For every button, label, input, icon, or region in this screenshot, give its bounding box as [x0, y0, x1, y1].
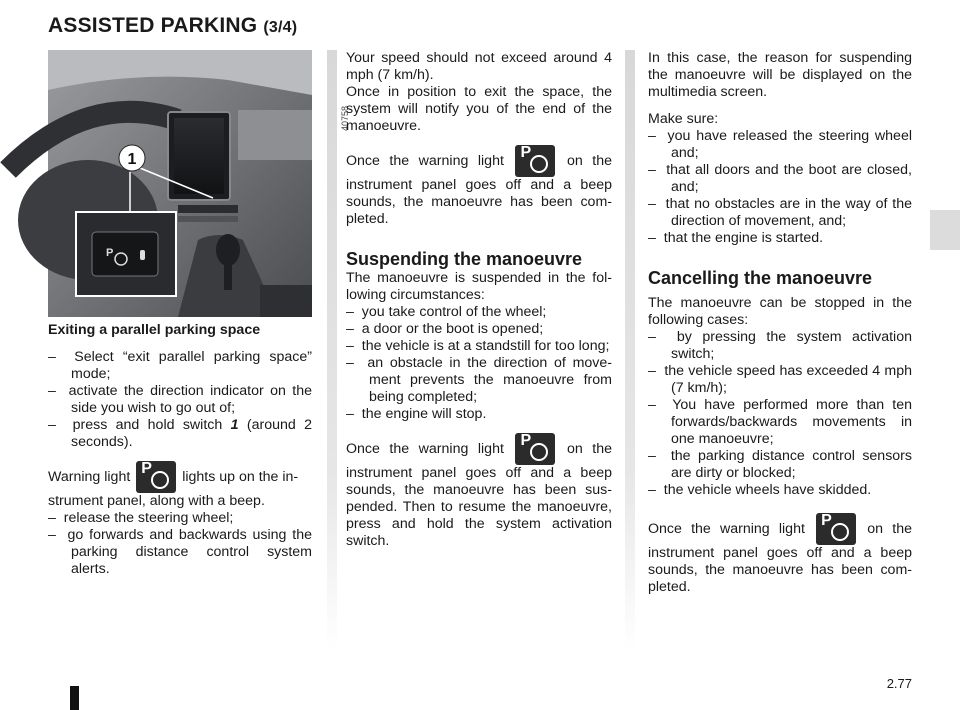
list-item: – you take control of the wheel; [346, 304, 612, 321]
column-1 [48, 322, 312, 588]
list-item: – the vehicle speed has exceeded 4 mph (7 km/h); [648, 363, 912, 397]
parking-warning-light-icon [816, 513, 856, 545]
list-item: – activate the direction indicator on the side you wish to go out of; [48, 383, 312, 417]
list-after-warning [48, 510, 312, 578]
list-item: – Select “exit parallel parking space” mode; [48, 349, 312, 383]
list-item: – that the engine is started. [648, 230, 912, 247]
text: on the instrument panel goes off and a beep sounds, the manoeuvre has been completed. [346, 152, 612, 227]
chapter-tab [930, 210, 960, 250]
column-divider-1 [327, 50, 337, 650]
text: on the instrument panel goes off and a beep sounds, the manoeuvre has been suspended. Then to resume the manoeuvre, press and hold the system activation switch. [346, 440, 612, 549]
list-item: – that all doors and the boot are closed, and; [648, 162, 912, 196]
text: Once the warning light [648, 520, 805, 537]
list-item: – the engine will stop. [346, 406, 612, 423]
paragraph: Once in position to exit the space, the system will notify you of the end of the manoeuvre. [346, 84, 612, 134]
parking-warning-light-icon [515, 145, 555, 177]
switch-led [140, 250, 145, 260]
parking-warning-light-icon [515, 433, 555, 465]
dashboard-illustration [48, 50, 312, 317]
column-2 [346, 50, 612, 560]
list-item: – an obstacle in the direction of movement prevents the manoeuvre from being completed; [346, 355, 612, 406]
dashboard-photo [48, 50, 350, 317]
column-divider-2 [625, 50, 635, 650]
list-item: – the vehicle is at a standstill for too long; [346, 338, 612, 355]
list-item: – the parking distance control sensors are dirty or blocked; [648, 448, 912, 482]
warning-paragraph [346, 433, 612, 550]
column-3 [648, 50, 912, 606]
list-exit-steps [48, 349, 312, 451]
text: lights up on the instrument panel, along with a beep. [48, 468, 299, 509]
warning-paragraph [48, 461, 312, 510]
parking-warning-light-icon [136, 461, 176, 493]
warning-paragraph [648, 513, 912, 596]
list-item [48, 417, 312, 451]
paragraph: In this case, the reason for suspending the manoeuvre will be displayed on the multimedia screen. [648, 50, 912, 100]
page-title [48, 14, 297, 38]
paragraph: The manoeuvre is suspended in the following circumstances: [346, 270, 612, 303]
callout-number: 1 [127, 151, 137, 168]
switch-p-glyph: P [106, 247, 114, 259]
section-heading-exiting: Exiting a parallel parking space [48, 322, 261, 338]
list-item-text: press and hold switch [72, 417, 231, 433]
title-part-indicator: (3/4) [263, 19, 298, 36]
paragraph: Your speed should not exceed around 4 mph (7 km/h). [346, 50, 612, 83]
list-item: – go forwards and backwards using the parking distance control system alerts. [48, 527, 312, 578]
text: Once the warning light [346, 152, 504, 169]
list-item: – You have performed more than ten forwards/backwards movements in one manoeuvre; [648, 397, 912, 448]
list-item: – release the steering wheel; [48, 510, 312, 527]
list-item: – by pressing the system activation switch; [648, 329, 912, 363]
text: Once the warning light [346, 440, 504, 457]
paragraph: Make sure: [648, 111, 719, 127]
switch-reference: 1 [230, 417, 239, 433]
page-corner-mark [70, 686, 79, 710]
section-heading-suspending: Suspending the manoeuvre [346, 249, 583, 269]
text: on the instrument panel goes off and a beep sounds, the manoeuvre has been completed. [648, 520, 912, 595]
list-item: – you have released the steering wheel and; [648, 128, 912, 162]
paragraph: The manoeuvre can be stopped in the following cases: [648, 295, 912, 328]
page-number: 2.77 [886, 676, 912, 691]
text: Warning light [48, 468, 131, 485]
list-item: – a door or the boot is opened; [346, 321, 612, 338]
list-item-text: (around 2 seconds). [71, 417, 312, 450]
list-make-sure [648, 128, 912, 247]
list-cancel-cases [648, 329, 912, 499]
figure-code: 40758 [340, 106, 350, 132]
section-heading-cancelling: Cancelling the manoeuvre [648, 268, 873, 288]
list-item: – the vehicle wheels have skidded. [648, 482, 912, 499]
list-item: – that no obstacles are in the way of the direction of movement, and; [648, 196, 912, 230]
list-suspend-reasons [346, 304, 612, 423]
title-text: ASSISTED PARKING [48, 14, 258, 37]
warning-paragraph [346, 145, 612, 228]
